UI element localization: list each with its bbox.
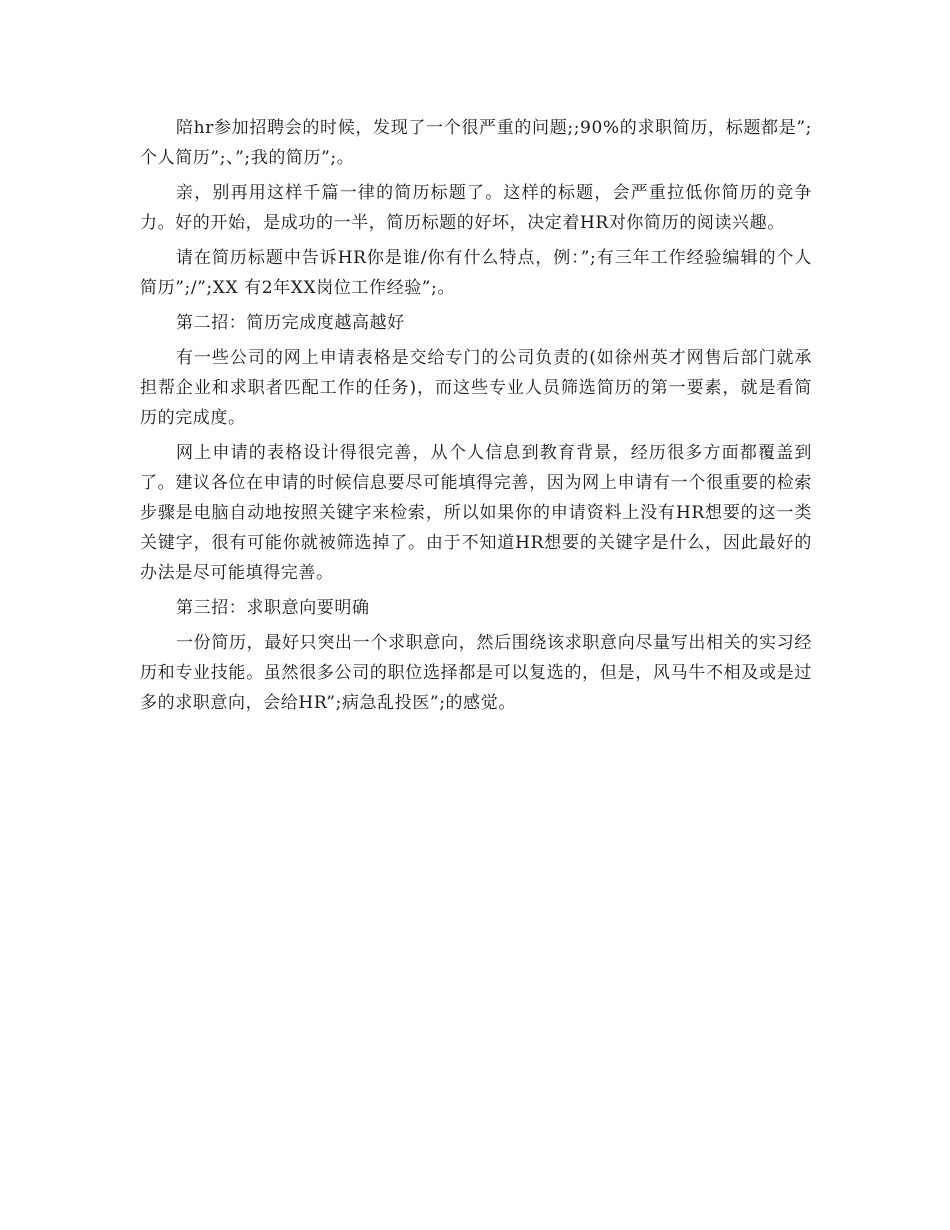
section-heading-tip-two: 第二招：简历完成度越高越好 [176,313,405,333]
section-heading-tip-three: 第三招：求职意向要明确 [176,598,370,618]
document-body [140,113,812,723]
paragraph-job-intention: 一份简历，最好只突出一个求职意向，然后围绕该求职意向尽量写出相关的实习经历和专业技能。虽然很多公司的职位选择都是可以复选的，但是，风马牛不相及或是过多的求职意向，会给HR”;病急乱投医”;的感觉。 [140,633,812,713]
paragraph-hr-job-fair: 陪hr参加招聘会的时候，发现了一个很严重的问题;;90%的求职简历，标题都是”;个人简历”;、”;我的简历”;。 [140,118,812,168]
paragraph-online-application: 有一些公司的网上申请表格是交给专门的公司负责的(如徐州英才网售后部门就承担帮企业和求职者匹配工作的任务)，而这些专业人员筛选简历的第一要素，就是看简历的完成度。 [140,348,812,428]
paragraph-resume-title-advice: 亲，别再用这样千篇一律的简历标题了。这样的标题，会严重拉低你简历的竞争力。好的开始，是成功的一半，简历标题的好坏，决定着HR对你简历的阅读兴趣。 [140,183,812,233]
paragraph-title-example: 请在简历标题中告诉HR你是谁/你有什么特点，例：”;有三年工作经验编辑的个人简历”;/”;XX 有2年XX岗位工作经验”;。 [140,248,812,298]
paragraph-complete-form: 网上申请的表格设计得很完善，从个人信息到教育背景，经历很多方面都覆盖到了。建议各位在申请的时候信息要尽可能填得完善，因为网上申请有一个很重要的检索步骤是电脑自动地按照关键字来检索，所以如果你的申请资料上没有HR想要的这一类关键字，很有可能你就被筛选掉了。由于不知道HR想要的关键字是什么，因此最好的办法是尽可能填得完善。 [140,443,812,583]
